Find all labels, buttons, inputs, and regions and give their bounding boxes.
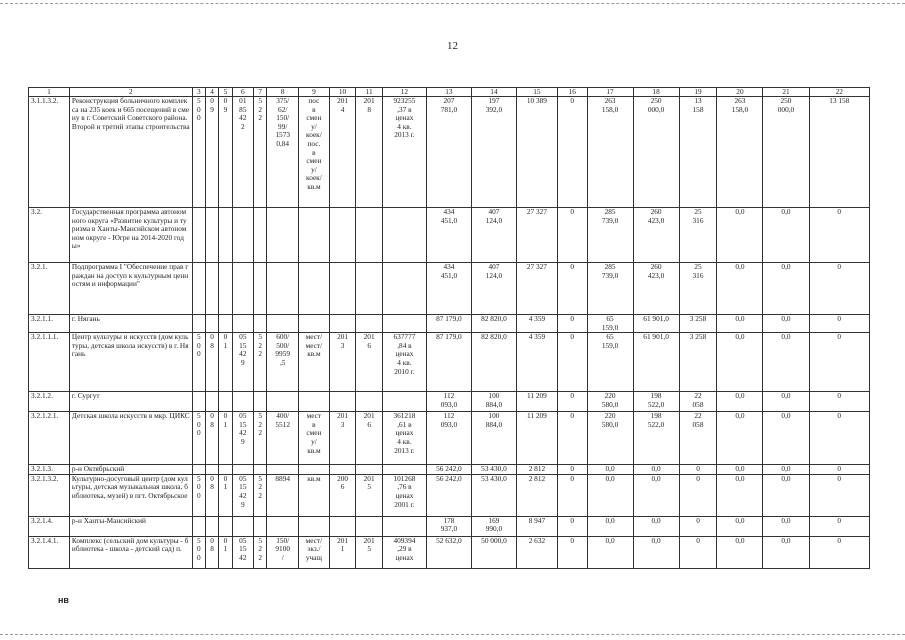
table-cell: 0	[809, 263, 870, 315]
table-cell: 53 430,0	[471, 474, 516, 516]
table-cell: 0,0	[763, 474, 809, 516]
table-cell: 8 947	[516, 516, 557, 536]
table-cell: 400/ 5512	[267, 412, 299, 465]
table-cell	[329, 465, 356, 475]
table-cell: 22 058	[679, 412, 717, 465]
table-cell: 0,0	[717, 465, 763, 475]
table-row	[29, 412, 870, 465]
table-cell: 0	[809, 315, 870, 333]
table-cell: 150/ 9100 /	[267, 536, 299, 568]
top-scan-edge	[0, 3, 905, 4]
row-code-cell: 3.2.1.1.	[29, 315, 70, 333]
table-cell: 0 8	[205, 474, 218, 516]
table-cell: 2 812	[516, 474, 557, 516]
table-cell: 0	[679, 474, 717, 516]
table-cell: 0	[809, 208, 870, 263]
table-cell	[232, 392, 253, 412]
table-row	[29, 536, 870, 568]
header-cell: 8	[267, 88, 299, 97]
table-cell: 0,0	[763, 263, 809, 315]
table-cell: 0	[557, 536, 587, 568]
table-cell: 5 0 0	[192, 412, 205, 465]
table-cell: 3 258	[679, 333, 717, 392]
table-cell: 5 2 2	[254, 412, 267, 465]
table-cell: 0,0	[763, 536, 809, 568]
table-cell: 198 522,0	[633, 392, 679, 412]
table-cell	[219, 315, 232, 333]
table-cell: 22 058	[679, 392, 717, 412]
table-cell: 169 990,0	[471, 516, 516, 536]
table-cell: 285 739,0	[587, 208, 633, 263]
table-cell: 260 423,0	[633, 263, 679, 315]
table-cell: 0,0	[587, 516, 633, 536]
table-cell: 0	[557, 392, 587, 412]
table-cell	[356, 208, 383, 263]
table-cell: 0 1	[219, 333, 232, 392]
table-cell: 923255 ,37 в ценах 4 кв. 2013 г.	[382, 97, 426, 208]
header-cell: 12	[382, 88, 426, 97]
table-cell: 250 000,0	[633, 97, 679, 208]
table-cell	[329, 208, 356, 263]
table-cell	[267, 208, 299, 263]
table-cell: 05 15 42 9	[232, 474, 253, 516]
table-cell: 27 327	[516, 208, 557, 263]
row-name-cell: р-н Октябрьский	[69, 465, 192, 475]
table-row	[29, 516, 870, 536]
table-cell: 52 632,0	[426, 536, 471, 568]
row-code-cell: 3.2.1.2.1.	[29, 412, 70, 465]
table-cell	[356, 465, 383, 475]
table-cell	[382, 208, 426, 263]
table-cell: 112 093,0	[426, 412, 471, 465]
table-cell	[232, 465, 253, 475]
table-cell: 5 0 0	[192, 474, 205, 516]
table-cell: 409394 ,29 в ценах	[382, 536, 426, 568]
table-cell: 220 580,0	[587, 412, 633, 465]
row-name-cell: Детская школа искусств в мкр. ЦИКС	[69, 412, 192, 465]
table-cell: 56 242,0	[426, 465, 471, 475]
table-cell: 87 179,0	[426, 333, 471, 392]
table-cell: 0,0	[633, 474, 679, 516]
table-cell	[299, 392, 330, 412]
table-cell: 200 6	[329, 474, 356, 516]
table-cell: 375/ 62/ 150/ 99/ 1573 0,84	[267, 97, 299, 208]
table-cell	[356, 315, 383, 333]
header-cell: 15	[516, 88, 557, 97]
table-row	[29, 315, 870, 333]
bottom-scan-edge	[0, 634, 905, 635]
header-cell: 5	[219, 88, 232, 97]
table-cell: 0 9	[205, 97, 218, 208]
table-row	[29, 333, 870, 392]
table-cell: 201 6	[356, 412, 383, 465]
table-cell: 201 5	[356, 536, 383, 568]
table-cell: 285 739,0	[587, 263, 633, 315]
header-cell: 10	[329, 88, 356, 97]
table-cell	[232, 263, 253, 315]
table-cell	[356, 516, 383, 536]
table-cell: 27 327	[516, 263, 557, 315]
table-cell	[232, 208, 253, 263]
table-cell: 11 209	[516, 412, 557, 465]
table-cell: 4 359	[516, 333, 557, 392]
table-cell: 201 6	[356, 333, 383, 392]
table-cell: 220 580,0	[587, 392, 633, 412]
table-row	[29, 263, 870, 315]
table-cell: 0,0	[763, 315, 809, 333]
row-code-cell: 3.2.	[29, 208, 70, 263]
table-cell: 0,0	[587, 474, 633, 516]
row-code-cell: 3.2.1.2.	[29, 392, 70, 412]
header-cell: 6	[232, 88, 253, 97]
table-cell	[219, 465, 232, 475]
table-cell: 2 812	[516, 465, 557, 475]
table-cell: 25 316	[679, 263, 717, 315]
table-cell: 0	[809, 392, 870, 412]
table-cell: 0	[557, 516, 587, 536]
table-cell: 0 1	[219, 474, 232, 516]
table-cell	[267, 263, 299, 315]
table-cell: 0	[557, 333, 587, 392]
table-cell	[329, 315, 356, 333]
table-cell	[382, 516, 426, 536]
table-cell: 0,0	[763, 208, 809, 263]
table-cell	[267, 392, 299, 412]
table-cell	[356, 263, 383, 315]
table-cell: 5 2 2	[254, 97, 267, 208]
table-cell: 0,0	[763, 412, 809, 465]
table-row	[29, 208, 870, 263]
header-cell: 19	[679, 88, 717, 97]
table-cell: 207 781,0	[426, 97, 471, 208]
table-cell: 5 0 0	[192, 97, 205, 208]
table-cell: 100 884,0	[471, 412, 516, 465]
table-row	[29, 97, 870, 208]
table-cell	[329, 263, 356, 315]
table-cell: 260 423,0	[633, 208, 679, 263]
table-cell: 250 000,0	[763, 97, 809, 208]
row-code-cell: 3.2.1.	[29, 263, 70, 315]
table-cell	[205, 392, 218, 412]
table-cell	[192, 465, 205, 475]
table-cell: 0,0	[717, 516, 763, 536]
table-cell: кв.м	[299, 474, 330, 516]
table-cell: 65 159,0	[587, 333, 633, 392]
table-cell	[192, 516, 205, 536]
table-cell: 13 158	[679, 97, 717, 208]
table-cell: 0	[679, 536, 717, 568]
table-cell: 0 8	[205, 412, 218, 465]
table-cell: 0,0	[587, 536, 633, 568]
table-cell: 201 5	[356, 474, 383, 516]
table-cell: 5 2 2	[254, 333, 267, 392]
row-name-cell: р-н Ханты-Мансийский	[69, 516, 192, 536]
table-cell: 112 093,0	[426, 392, 471, 412]
table-cell: 8894	[267, 474, 299, 516]
header-cell: 11	[356, 88, 383, 97]
table-cell: 198 522,0	[633, 412, 679, 465]
table-cell: 0	[557, 315, 587, 333]
table-cell: 0	[809, 516, 870, 536]
header-cell: 14	[471, 88, 516, 97]
table-cell: 407 124,0	[471, 208, 516, 263]
header-cell: 2	[69, 88, 192, 97]
table-cell: 0	[809, 465, 870, 475]
table-cell: 0	[809, 474, 870, 516]
table-cell: 201 4	[329, 97, 356, 208]
table-cell	[232, 516, 253, 536]
table-cell	[299, 315, 330, 333]
table-cell: 3 258	[679, 315, 717, 333]
table-cell: 0	[679, 516, 717, 536]
table-cell	[205, 208, 218, 263]
table-cell: 201 3	[329, 412, 356, 465]
table-cell: пос в смен у/ коек/ пос. в смен у/ коек/ кв.м	[299, 97, 330, 208]
table-cell: 82 820,0	[471, 315, 516, 333]
table-cell: 82 820,0	[471, 333, 516, 392]
header-cell: 20	[717, 88, 763, 97]
table-cell: мест/ экз./ учащ	[299, 536, 330, 568]
table-cell: 53 430,0	[471, 465, 516, 475]
table-cell	[299, 208, 330, 263]
table-cell: 197 392,0	[471, 97, 516, 208]
table-cell: 5 2 2	[254, 474, 267, 516]
table-cell: 0	[557, 263, 587, 315]
table-cell: 0,0	[717, 315, 763, 333]
table-cell: 361218 ,61 в ценах 4 кв. 2013 г.	[382, 412, 426, 465]
table-cell: 201 1	[329, 536, 356, 568]
table-cell: 05 15 42 9	[232, 333, 253, 392]
table-cell: 434 451,0	[426, 208, 471, 263]
row-code-cell: 3.1.1.3.2.	[29, 97, 70, 208]
header-cell: 17	[587, 88, 633, 97]
table-cell: 0	[557, 97, 587, 208]
table-cell: 0,0	[763, 465, 809, 475]
header-cell: 1	[29, 88, 70, 97]
table-cell: 0,0	[717, 333, 763, 392]
table-cell: 0,0	[717, 208, 763, 263]
header-cell: 18	[633, 88, 679, 97]
table-cell: 100 884,0	[471, 392, 516, 412]
table-cell: 0	[679, 465, 717, 475]
table-cell: 65 159,0	[587, 315, 633, 333]
header-cell: 9	[299, 88, 330, 97]
table-cell	[329, 516, 356, 536]
table-cell: 0 8	[205, 333, 218, 392]
table-cell: 0	[557, 208, 587, 263]
table-cell: 5 2 2	[254, 536, 267, 568]
table-cell: 201 3	[329, 333, 356, 392]
table-cell: 263 158,0	[587, 97, 633, 208]
table-cell: 0,0	[633, 536, 679, 568]
header-cell: 22	[809, 88, 870, 97]
table-cell: 0 8	[205, 536, 218, 568]
table-cell: 10 389	[516, 97, 557, 208]
table-cell: 0,0	[763, 392, 809, 412]
table-cell: 0,0	[717, 412, 763, 465]
table-cell: 0,0	[633, 465, 679, 475]
table-cell	[205, 263, 218, 315]
row-name-cell: Культурно-досуговый центр (дом культуры, детская музыкальная школа, библиотека, музей) в пгт. Октябрьское	[69, 474, 192, 516]
table-cell	[267, 465, 299, 475]
table-cell: 25 316	[679, 208, 717, 263]
table-cell: 05 15 42 9	[232, 412, 253, 465]
row-code-cell: 3.2.1.3.	[29, 465, 70, 475]
table-cell	[382, 263, 426, 315]
table-cell: 0	[809, 333, 870, 392]
table-cell: 0	[557, 412, 587, 465]
table-cell: 600/ 500/ 9959 ,5	[267, 333, 299, 392]
table-cell	[254, 465, 267, 475]
table-cell: 0 9	[219, 97, 232, 208]
table-cell	[192, 208, 205, 263]
table-cell	[254, 263, 267, 315]
table-cell: 01 85 42 2	[232, 97, 253, 208]
table-cell: 13 158	[809, 97, 870, 208]
table-cell	[254, 208, 267, 263]
table-cell	[299, 516, 330, 536]
header-cell: 13	[426, 88, 471, 97]
table-row	[29, 474, 870, 516]
table-cell: 56 242,0	[426, 474, 471, 516]
table-cell: 434 451,0	[426, 263, 471, 315]
table-cell: 4 359	[516, 315, 557, 333]
row-name-cell: Комплекс (сельский дом культуры - библиотека - школа - детский сад) п.	[69, 536, 192, 568]
table-cell: 0,0	[717, 536, 763, 568]
table-cell	[205, 465, 218, 475]
table-cell: 5 0 0	[192, 333, 205, 392]
table-cell	[219, 392, 232, 412]
table-cell: 0 1	[219, 536, 232, 568]
table-cell	[382, 315, 426, 333]
row-name-cell: Подпрограмма I "Обеспечение прав граждан на доступ к культурным ценностям и информации"	[69, 263, 192, 315]
table-cell	[382, 392, 426, 412]
table-cell	[254, 516, 267, 536]
table-cell: 0,0	[763, 333, 809, 392]
table-row	[29, 465, 870, 475]
table-cell: мест в смен у/ кв.м	[299, 412, 330, 465]
table-cell	[254, 315, 267, 333]
table-cell	[299, 465, 330, 475]
row-name-cell: г. Нягань	[69, 315, 192, 333]
table-cell	[219, 516, 232, 536]
table-cell: 05 15 42	[232, 536, 253, 568]
table-cell: 0,0	[587, 465, 633, 475]
table-cell: 2 632	[516, 536, 557, 568]
table-cell: 61 901,0	[633, 315, 679, 333]
table-cell: 61 901,0	[633, 333, 679, 392]
table-cell: 0,0	[717, 392, 763, 412]
table-cell	[299, 263, 330, 315]
header-row	[29, 88, 870, 97]
table-cell	[192, 315, 205, 333]
footer-mark: нв	[58, 595, 69, 605]
row-code-cell: 3.2.1.1.1.	[29, 333, 70, 392]
header-cell: 3	[192, 88, 205, 97]
table-cell: 0,0	[633, 516, 679, 536]
table-cell	[356, 392, 383, 412]
table-cell: 0	[557, 465, 587, 475]
table-cell	[192, 263, 205, 315]
table-cell: 0 1	[219, 412, 232, 465]
header-cell: 21	[763, 88, 809, 97]
row-code-cell: 3.2.1.3.2.	[29, 474, 70, 516]
table-cell: 0	[557, 474, 587, 516]
row-name-cell: Государственная программа автономного округа «Развитие культуры и туризма в Ханты-Мансийском автономном округе - Югре на 2014-2020 годы»	[69, 208, 192, 263]
table-cell: 178 937,0	[426, 516, 471, 536]
table-cell: 0,0	[763, 516, 809, 536]
table-cell: 11 209	[516, 392, 557, 412]
table-cell	[267, 516, 299, 536]
row-name-cell: г. Сургут	[69, 392, 192, 412]
table-cell	[329, 392, 356, 412]
row-name-cell: Центр культуры и искусств (дом культуры, детская школа искусств) в г. Нягань	[69, 333, 192, 392]
table-cell	[254, 392, 267, 412]
table-cell: мест/ мест/ кв.м	[299, 333, 330, 392]
table-cell: 201 8	[356, 97, 383, 208]
table-cell: 0	[809, 536, 870, 568]
table-cell: 101268 ,76 в ценах 2001 г.	[382, 474, 426, 516]
table-cell	[205, 516, 218, 536]
table-cell: 263 158,0	[717, 97, 763, 208]
page-number: 12	[447, 40, 458, 52]
row-code-cell: 3.2.1.4.1.	[29, 536, 70, 568]
table-cell	[219, 263, 232, 315]
table-cell: 87 179,0	[426, 315, 471, 333]
header-cell: 7	[254, 88, 267, 97]
table-cell: 0,0	[717, 474, 763, 516]
table-cell: 5 0 0	[192, 536, 205, 568]
row-name-cell: Реконструкция больничного комплекса на 235 коек и 665 посещений в смену в г. Советский Советского района. Второй и третий этапы строительства	[69, 97, 192, 208]
table-cell	[267, 315, 299, 333]
table-cell	[232, 315, 253, 333]
program-table	[28, 87, 870, 569]
header-cell: 4	[205, 88, 218, 97]
table-cell: 0,0	[717, 263, 763, 315]
table-cell	[205, 315, 218, 333]
table-cell	[382, 465, 426, 475]
header-cell: 16	[557, 88, 587, 97]
table-cell	[192, 392, 205, 412]
table-cell: 637777 ,84 в ценах 4 кв. 2010 г.	[382, 333, 426, 392]
table-cell: 0	[809, 412, 870, 465]
row-code-cell: 3.2.1.4.	[29, 516, 70, 536]
table-row	[29, 392, 870, 412]
table-cell	[219, 208, 232, 263]
table-cell: 50 000,0	[471, 536, 516, 568]
table-cell: 407 124,0	[471, 263, 516, 315]
